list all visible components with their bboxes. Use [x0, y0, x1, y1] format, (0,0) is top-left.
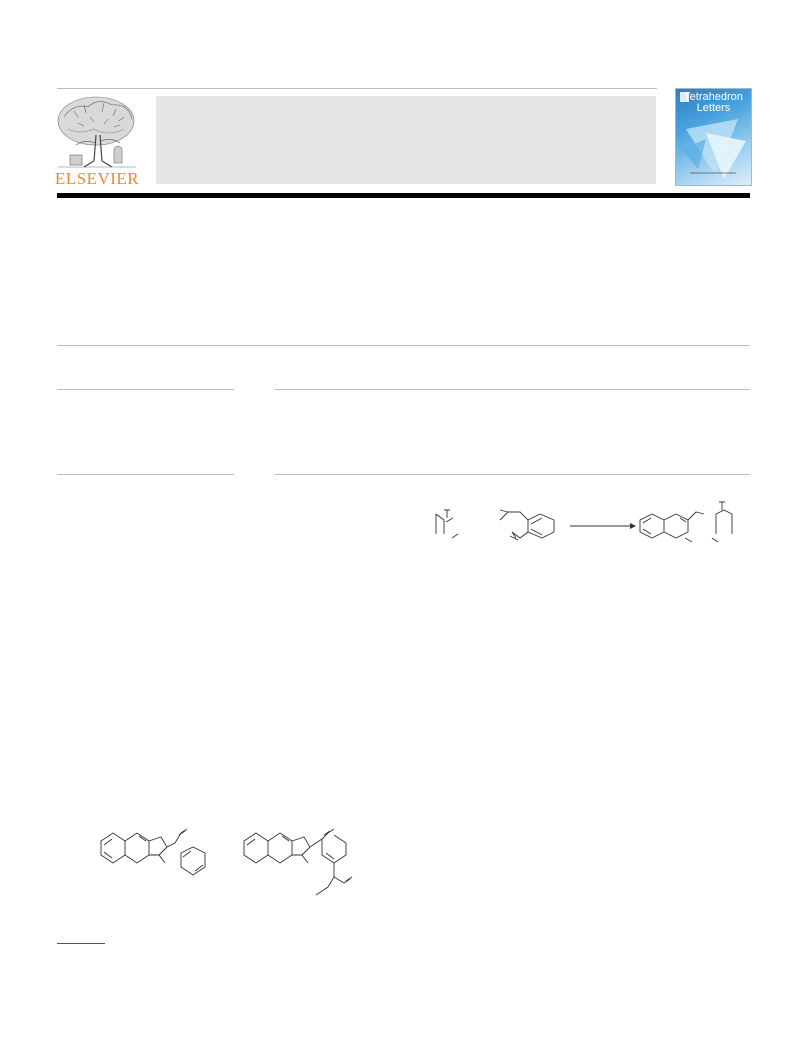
figure-structure-1: [95, 825, 210, 890]
cover-artwork: [676, 89, 751, 185]
figure-structure-2: [238, 825, 358, 915]
abstract-rule-bottom: [275, 474, 750, 475]
structure-2-svg: [238, 825, 358, 915]
product-ring1: [640, 514, 664, 538]
article-info-rule-bottom: [57, 474, 234, 475]
article-top-rule: [57, 345, 750, 346]
reactant1-bonds: [436, 514, 444, 534]
product-ring2: [716, 510, 732, 534]
header-bottom-rule: [57, 193, 750, 198]
reaction-scheme-svg: [420, 498, 750, 553]
reaction-scheme: [420, 498, 750, 553]
elsevier-wordmark: ELSEVIER: [54, 169, 140, 188]
header-top-rule: [57, 88, 657, 89]
reactant2-bonds: [500, 512, 528, 538]
cover-title-line2: Letters: [696, 102, 731, 114]
footnote-rule: [57, 943, 105, 944]
journal-cover-thumbnail[interactable]: [675, 88, 752, 186]
cover-title-line1: Tetrahedron: [684, 91, 743, 103]
tree-logo-icon: [54, 95, 140, 169]
reaction-arrow-icon: [630, 523, 636, 529]
structure-1-svg: [95, 825, 210, 890]
article-info-rule-top: [57, 389, 234, 390]
abstract-rule-top: [275, 389, 750, 390]
journal-header-box: [156, 96, 656, 184]
